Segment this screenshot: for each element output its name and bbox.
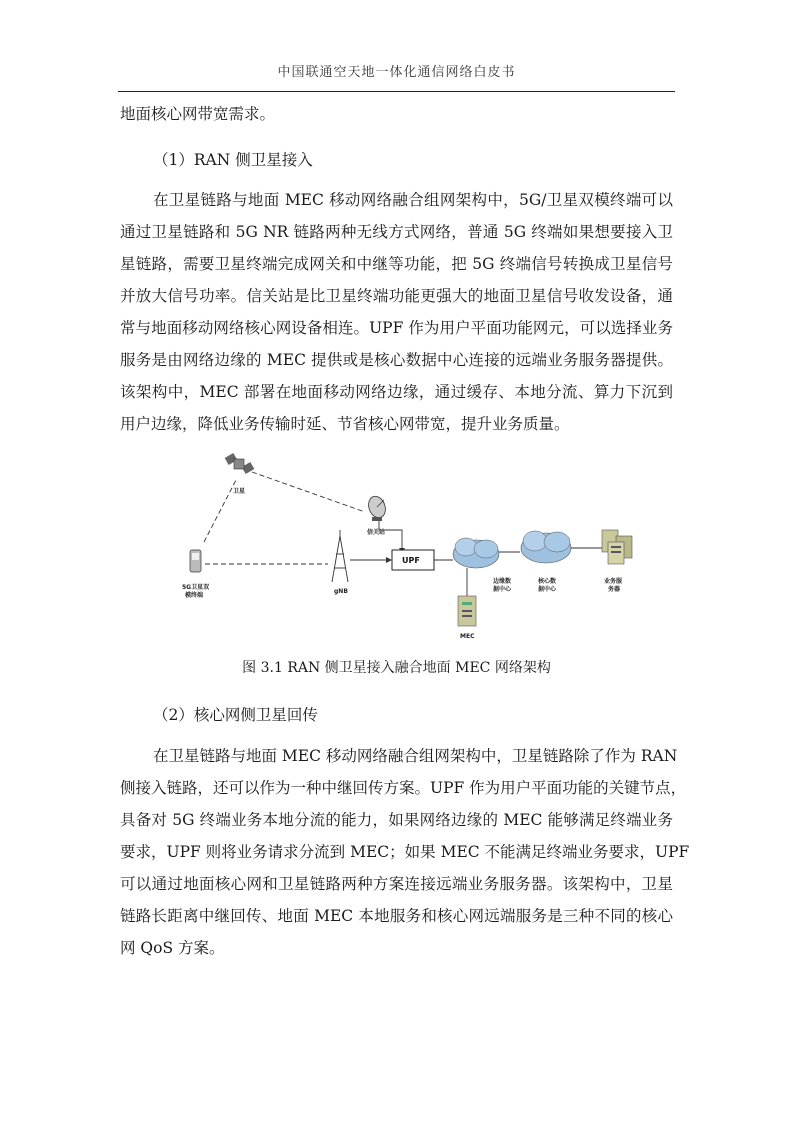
paragraph-line: 要求，UPF 则将业务请求分流到 MEC；如果 MEC 不能满足终端业务要求，UPF: [120, 843, 690, 861]
network-architecture-figure: [170, 450, 650, 650]
gateway-label: 信关站: [367, 529, 386, 536]
server-label-1: 业务服: [604, 578, 623, 585]
paragraph-line: 在卫星链路与地面 MEC 移动网络融合组网架构中，卫星链路除了作为 RAN: [153, 747, 678, 765]
section-heading-ran-access: （1）RAN 侧卫星接入: [153, 151, 313, 169]
satellite-link-terminal: [204, 480, 236, 542]
mec-label: MEC: [460, 633, 475, 640]
paragraph-line: 该架构中，MEC 部署在地面移动网络边缘，通过缓存、本地分流、算力下沉到: [120, 383, 673, 401]
text-line: 地面核心网带宽需求。: [120, 105, 276, 123]
paragraph-line: 具备对 5G 终端业务本地分流的能力，如果网络边缘的 MEC 能够满足终端业务: [120, 811, 673, 829]
paragraph-line: 通过卫星链路和 5G NR 链路两种无线方式网络，普通 5G 终端如果想要接入卫: [120, 223, 673, 241]
business-server-icon: [602, 530, 632, 564]
paragraph-line: 常与地面移动网络核心网设备相连。UPF 作为用户平面功能网元，可以选择业务: [120, 319, 673, 337]
header-divider: [118, 91, 675, 92]
terminal-label-1: 5G卫星双: [182, 584, 210, 591]
satellite-link-gateway: [252, 472, 365, 512]
page-header-title: 中国联通空天地一体化通信网络白皮书: [277, 65, 516, 80]
paragraph-line: 星链路，需要卫星终端完成网关和中继等功能，把 5G 终端信号转换成卫星信号: [120, 255, 673, 273]
section-heading-core-backhaul: （2）核心网侧卫星回传: [153, 706, 318, 724]
terminal-label-2: 模终端: [185, 592, 204, 599]
satellite-label: 卫星: [233, 488, 246, 495]
edge-data-center-cloud-icon: [453, 538, 499, 568]
gnb-label: gNB: [334, 588, 348, 595]
satellite-icon: [225, 453, 255, 474]
paragraph-line: 侧接入链路，还可以作为一种中继回传方案。UPF 作为用户平面功能的关键节点，: [120, 779, 687, 797]
paragraph-line: 可以通过地面核心网和卫星链路两种方案连接远端业务服务器。该架构中，卫星: [120, 875, 673, 893]
gnb-tower-icon: [332, 530, 348, 582]
gateway-upf-link: [379, 521, 402, 552]
paragraph-line: 服务是由网络边缘的 MEC 提供或是核心数据中心连接的远端业务服务器提供。: [120, 351, 673, 369]
dual-mode-terminal-icon: [190, 550, 201, 572]
paragraph-line: 网 QoS 方案。: [120, 939, 225, 957]
upf-label: UPF: [402, 556, 420, 565]
paragraph-line: 用户边缘，降低业务传输时延、节省核心网带宽，提升业务质量。: [120, 415, 570, 433]
server-label-2: 务器: [608, 586, 621, 593]
core-dc-label-2: 据中心: [538, 586, 557, 593]
edge-dc-label-2: 据中心: [493, 586, 512, 593]
core-dc-label-1: 核心数: [538, 578, 557, 585]
paragraph-line: 并放大信号功率。信关站是比卫星终端功能更强大的地面卫星信号收发设备，通: [120, 287, 673, 305]
edge-dc-label-1: 边缘数: [493, 578, 512, 585]
paragraph-line: 链路长距离中继回传、地面 MEC 本地服务和核心网远端服务是三种不同的核心: [120, 907, 673, 925]
paragraph-line: 在卫星链路与地面 MEC 移动网络融合组网架构中，5G/卫星双模终端可以: [153, 191, 673, 209]
mec-server-icon: [458, 596, 476, 626]
gateway-dish-icon: [366, 494, 389, 521]
figure-caption: 图 3.1 RAN 侧卫星接入融合地面 MEC 网络架构: [242, 660, 551, 676]
core-data-center-cloud-icon: [521, 531, 571, 563]
